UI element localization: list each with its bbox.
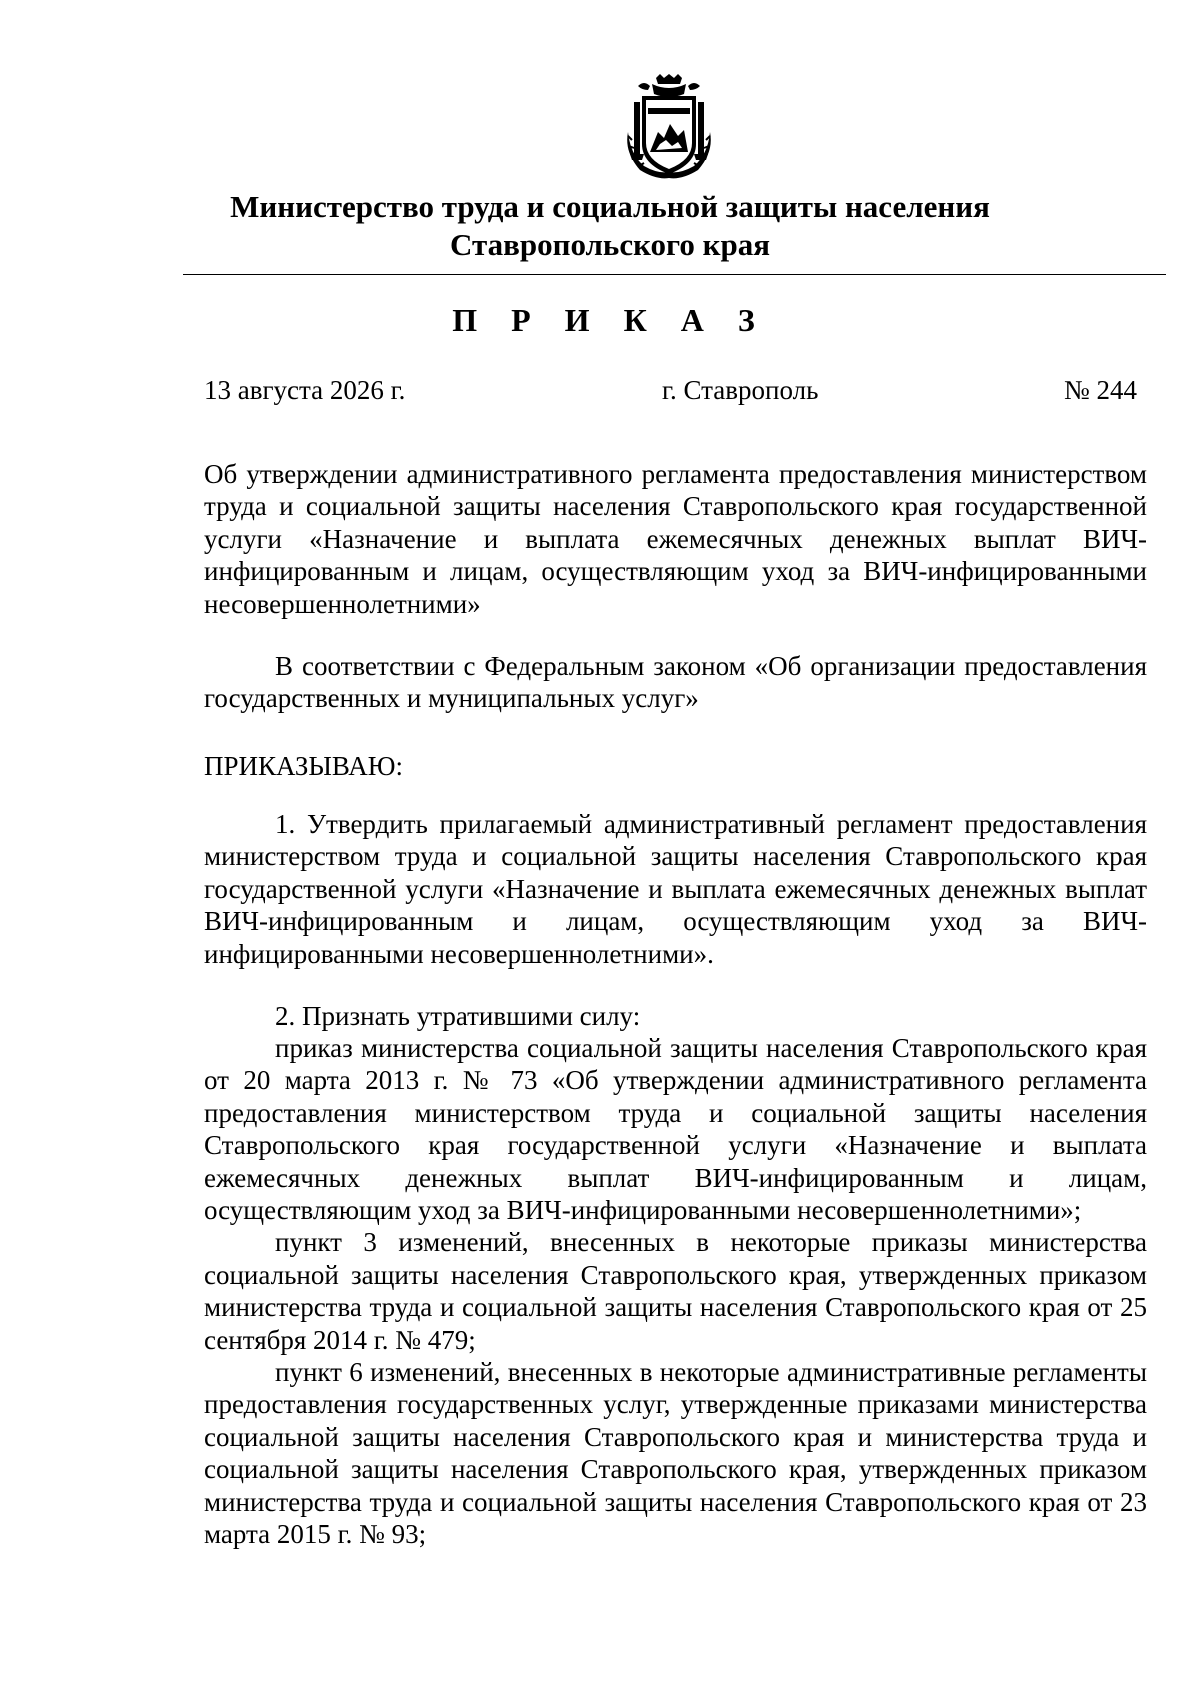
header-divider [183,274,1166,275]
document-subject: Об утверждении административного регламента предоставления министерством труда и социальной защиты населения Ставропольского края государственной услуги «Назначение и выплата ежемесячных денежных выплат ВИЧ-инфицированным и лицам, осуществляющим уход за ВИЧ-инфицированными несовершеннолетними» [204,459,1147,619]
stavropol-krai-coat-of-arms-icon [620,74,718,182]
document-city: г. Ставрополь [662,375,819,405]
ministry-name-line2: Ставропольского края [450,227,770,262]
revoked-acts-list [204,1032,1147,1551]
revoked-act-item: приказ министерства социальной защиты населения Ставропольского края от 20 марта 2013 г. № 73 «Об утверждении административного регламента предоставления министерством труда и социальной защиты населения Ставропольского края государственной услуги «Назначение и выплата ежемесячных денежных выплат ВИЧ-инфицированным и лицам, осуществляющим уход за ВИЧ-инфицированными несовершеннолетними»; [204,1033,1147,1226]
order-word: ПРИКАЗЫВАЮ: [204,751,403,781]
document-date: 13 августа 2026 г. [204,375,406,405]
revoked-act-item: пункт 3 изменений, внесенных в некоторые приказы министерства социальной защиты населения Ставропольского края, утвержденных приказом министерства труда и социальной защиты населения Ставропольского края от 25 сентября 2014 г. № 479; [204,1227,1147,1355]
revoked-act-item: пункт 6 изменений, внесенных в некоторые административные регламенты предоставления государственных услуг, утвержденные приказами министерства социальной защиты населения Ставропольского края и министерства труда и социальной защиты населения Ставропольского края, утвержденных приказом министерства труда и социальной защиты населения Ставропольского края от 23 марта 2015 г. № 93; [204,1357,1147,1550]
ministry-name-line1: Министерство труда и социальной защиты населения [230,189,990,224]
document-number: № 244 [1064,375,1138,405]
document-type-title: П Р И К А З [452,302,768,338]
order-item-1: 1. Утвердить прилагаемый административный регламент предоставления министерством труда и социальной защиты населения Ставропольского края государственной услуги «Назначение и выплата ежемесячных денежных выплат ВИЧ-инфицированным и лицам, осуществляющим уход за ВИЧ-инфицированными несовершеннолетними». [204,809,1147,969]
legal-basis-paragraph: В соответствии с Федеральным законом «Об организации предоставления государственных и муниципальных услуг» [204,651,1147,714]
order-item-2: 2. Признать утратившими силу: [275,1001,641,1031]
